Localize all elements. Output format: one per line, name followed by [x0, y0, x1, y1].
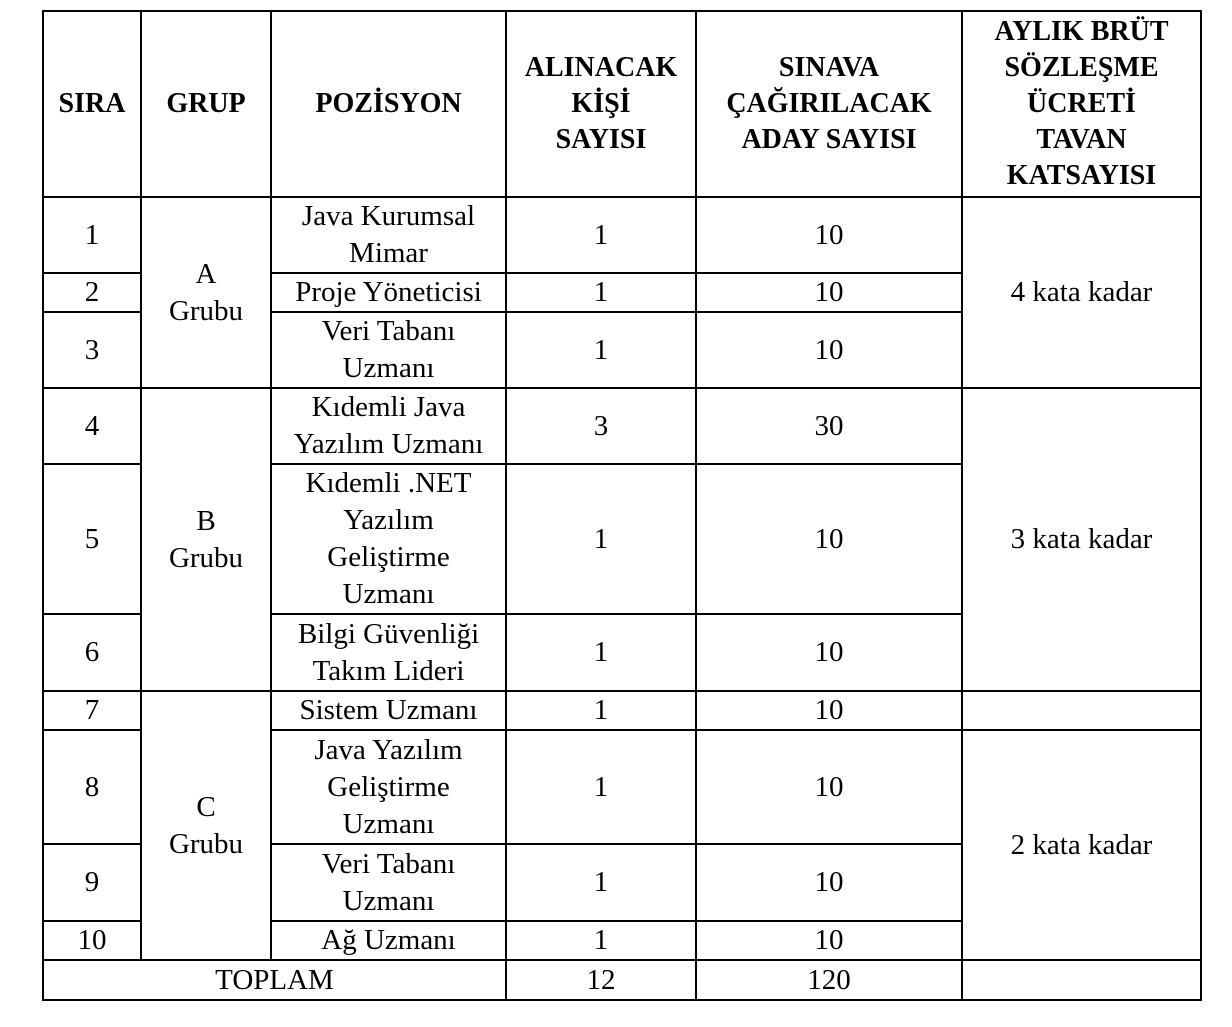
- row-sira: 1: [43, 197, 141, 273]
- total-label: TOPLAM: [43, 960, 506, 1000]
- row-alinacak: 1: [506, 844, 696, 921]
- group-a-cell: A Grubu: [141, 197, 271, 388]
- row-pozisyon: Sistem Uzmanı: [271, 691, 506, 730]
- row-sira: 7: [43, 691, 141, 730]
- table-row: [43, 691, 1201, 730]
- row-sinava: 10: [696, 921, 962, 960]
- total-row: [43, 960, 1201, 1000]
- header-alinacak-kisi-sayisi: ALINACAK KİŞİ SAYISI: [506, 11, 696, 197]
- row-sinava: 10: [696, 730, 962, 844]
- row-sira: 6: [43, 614, 141, 691]
- group-c-cell: C Grubu: [141, 691, 271, 960]
- row-sira: 2: [43, 273, 141, 312]
- row-sira: 10: [43, 921, 141, 960]
- row-sinava: 10: [696, 614, 962, 691]
- row-alinacak: 1: [506, 614, 696, 691]
- coefficient-a-cell: 4 kata kadar: [962, 197, 1201, 388]
- row-alinacak: 1: [506, 730, 696, 844]
- row-sinava: 30: [696, 388, 962, 464]
- total-empty-cell: [962, 960, 1201, 1000]
- row-pozisyon: Proje Yöneticisi: [271, 273, 506, 312]
- header-sira: SIRA: [43, 11, 141, 197]
- row-sira: 4: [43, 388, 141, 464]
- row-pozisyon: Kıdemli Java Yazılım Uzmanı: [271, 388, 506, 464]
- group-b-cell: B Grubu: [141, 388, 271, 691]
- row-sira: 9: [43, 844, 141, 921]
- row-alinacak: 1: [506, 273, 696, 312]
- header-row: [43, 11, 1201, 197]
- row-alinacak: 1: [506, 197, 696, 273]
- row-sinava: 10: [696, 273, 962, 312]
- row-pozisyon: Bilgi Güvenliği Takım Lideri: [271, 614, 506, 691]
- row-pozisyon: Veri Tabanı Uzmanı: [271, 844, 506, 921]
- table-row: [43, 197, 1201, 273]
- row-alinacak: 1: [506, 312, 696, 388]
- row-pozisyon: Java Kurumsal Mimar: [271, 197, 506, 273]
- row-pozisyon: Kıdemli .NET Yazılım Geliştirme Uzmanı: [271, 464, 506, 614]
- row-sira: 5: [43, 464, 141, 614]
- positions-table: [42, 10, 1202, 1001]
- row-pozisyon: Ağ Uzmanı: [271, 921, 506, 960]
- row-sinava: 10: [696, 197, 962, 273]
- row-sira: 8: [43, 730, 141, 844]
- coefficient-empty-cell: [962, 691, 1201, 730]
- row-pozisyon: Java Yazılım Geliştirme Uzmanı: [271, 730, 506, 844]
- total-alinacak: 12: [506, 960, 696, 1000]
- coefficient-c-cell: 2 kata kadar: [962, 730, 1201, 960]
- row-sinava: 10: [696, 312, 962, 388]
- table-row: [43, 388, 1201, 464]
- row-sinava: 10: [696, 464, 962, 614]
- header-aylik-brut-ucret-katsayisi: AYLIK BRÜT SÖZLEŞME ÜCRETİ TAVAN KATSAYISI: [962, 11, 1201, 197]
- row-alinacak: 1: [506, 691, 696, 730]
- row-sira: 3: [43, 312, 141, 388]
- header-pozisyon: POZİSYON: [271, 11, 506, 197]
- header-sinava-cagirilacak-aday-sayisi: SINAVA ÇAĞIRILACAK ADAY SAYISI: [696, 11, 962, 197]
- row-alinacak: 3: [506, 388, 696, 464]
- total-sinava: 120: [696, 960, 962, 1000]
- row-sinava: 10: [696, 691, 962, 730]
- row-pozisyon: Veri Tabanı Uzmanı: [271, 312, 506, 388]
- row-alinacak: 1: [506, 921, 696, 960]
- header-grup: GRUP: [141, 11, 271, 197]
- row-alinacak: 1: [506, 464, 696, 614]
- coefficient-b-cell: 3 kata kadar: [962, 388, 1201, 691]
- row-sinava: 10: [696, 844, 962, 921]
